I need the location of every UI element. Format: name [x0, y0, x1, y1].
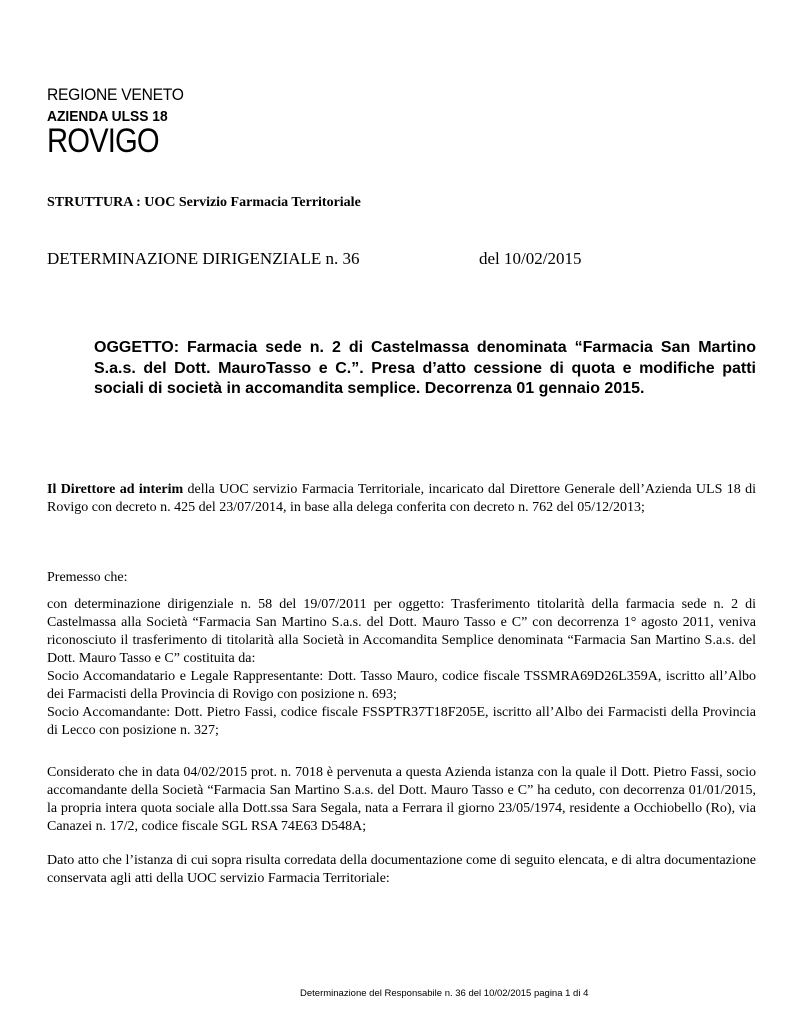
direttore-label: Il Direttore ad interim: [47, 482, 184, 497]
considerato-paragraph: Considerato che in data 04/02/2015 prot. n. 7018 è pervenuta a questa Azienda istanza con la quale il Dott. Pietro Fassi, socio accomandante della Società “Farmacia San Martino S.a.s. del Dott. Mauro Tasso e C” ha ceduto, con decorrenza 01/01/2015, la propria intera quota sociale alla Dott.ssa Sara Segala, nata a Ferrara il giorno 23/05/1974, residente a Occhiobello (Ro), via Canazei n. 17/2, codice fiscale SGL RSA 74E63 D548A;: [47, 765, 756, 834]
logo: [47, 85, 184, 160]
premesso-heading: Premesso che:: [47, 570, 128, 585]
oggetto-paragraph: OGGETTO: Farmacia sede n. 2 di Castelmassa denominata “Farmacia San Martino S.a.s. del Dott. MauroTasso e C.”. Presa d’atto cessione di quota e modifiche patti sociali di società in accomandita semplice. Decorrenza 01 gennaio 2015.: [94, 339, 756, 397]
determinazione-date: del 10/02/2015: [479, 249, 582, 268]
determinazione-title: DETERMINAZIONE DIRIGENZIALE n. 36: [47, 249, 360, 268]
premesso-paragraph: [47, 596, 756, 740]
dato-atto-paragraph: Dato atto che l’istanza di cui sopra risulta corredata della documentazione come di seguito elencata, e di altra documentazione conservata agli atti della UOC servizio Farmacia Territoriale:: [47, 853, 756, 886]
socio-accomandatario-text: Socio Accomandatario e Legale Rappresentante: Dott. Tasso Mauro, codice fiscale TSSMRA69D26L359A, iscritto all’Albo dei Farmacisti della Provincia di Rovigo con posizione n. 693;: [47, 669, 756, 702]
logo-region: REGIONE VENETO: [47, 85, 184, 104]
direttore-paragraph: [47, 481, 756, 517]
socio-accomandante-text: Socio Accomandante: Dott. Pietro Fassi, codice fiscale FSSPTR37T18F205E, iscritto all’Albo dei Farmacisti della Provincia di Lecco con posizione n. 327;: [47, 705, 756, 738]
con-determinazione-text: con determinazione dirigenziale n. 58 del 19/07/2011 per oggetto: Trasferimento titolarità della farmacia sede n. 2 di Castelmassa alla Società “Farmacia San Martino S.a.s. del Dott. Mauro Tasso e C” con decorrenza 1° agosto 2011, veniva riconosciuto il trasferimento di titolarità alla Società in Accomandita Semplice denominata “Farmacia San Martino S.a.s. del Dott. Mauro Tasso e C” costituita da:: [47, 597, 756, 666]
page-footer: Determinazione del Responsabile n. 36 del 10/02/2015 pagina 1 di 4: [300, 988, 589, 999]
logo-azienda: AZIENDA ULSS 18: [47, 108, 168, 125]
logo-city: ROVIGO: [47, 122, 159, 160]
direttore-text: della UOC servizio Farmacia Territoriale, incaricato dal Direttore Generale dell’Azienda ULS 18 di Rovigo con decreto n. 425 del 23/07/2014, in base alla delega conferita con decreto n. 762 del 05/12/2013;: [47, 482, 756, 515]
struttura-heading: STRUTTURA : UOC Servizio Farmacia Territoriale: [47, 195, 361, 210]
